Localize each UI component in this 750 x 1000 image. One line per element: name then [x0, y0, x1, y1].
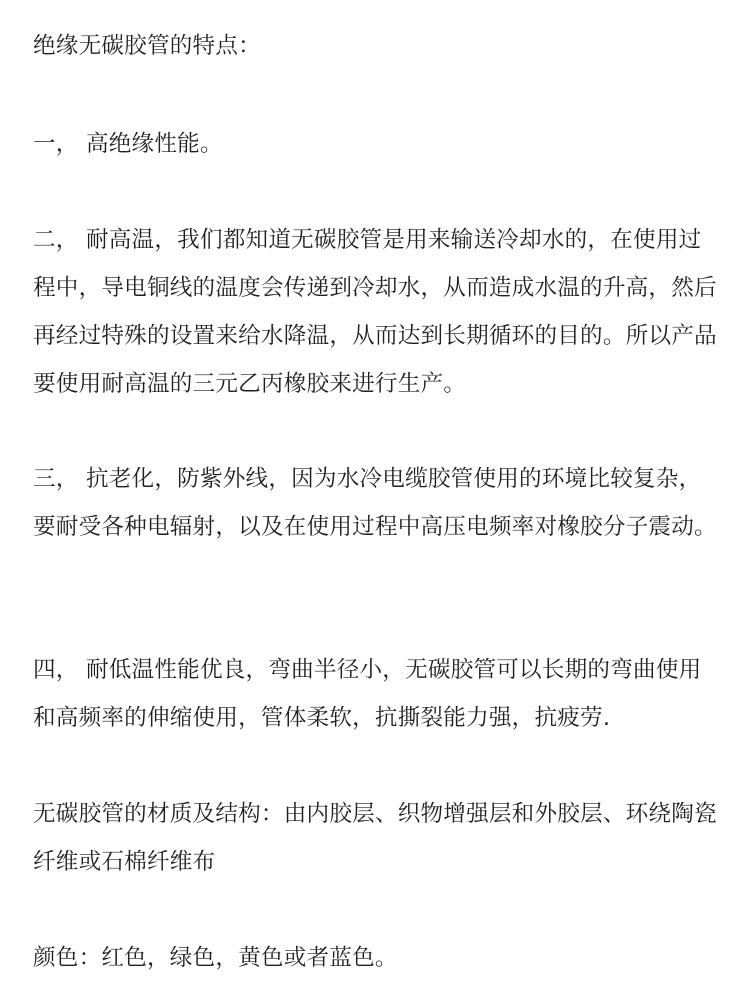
- feature-point-1: 一， 高绝缘性能。: [33, 131, 223, 157]
- feature-point-4: 四， 耐低温性能优良，弯曲半径小，无碳胶管可以长期的弯曲使用和高频率的伸缩使用，管体柔软，抗撕裂能力强，抗疲劳.: [33, 657, 702, 731]
- color-options-text: 颜色：红色，绿色，黄色或者蓝色。: [33, 945, 398, 971]
- feature-point-3: 三， 抗老化，防紫外线，因为水冷电缆胶管使用的环境比较复杂，要耐受各种电辐射，以及在使用过程中高压电频率对橡胶分子震动。: [33, 466, 717, 540]
- document-title: 绝缘无碳胶管的特点：: [33, 33, 261, 59]
- material-structure-text: 无碳胶管的材质及结构：由内胶层、织物增强层和外胶层、环绕陶瓷纤维或石棉纤维布: [33, 801, 717, 875]
- feature-point-2: 二， 耐高温，我们都知道无碳胶管是用来输送冷却水的，在使用过程中，导电铜线的温度会传递到冷却水，从而造成水温的升高，然后再经过特殊的设置来给水降温，从而达到长期循环的目的。所以产品要使用耐高温的三元乙丙橡胶来进行生产。: [33, 227, 717, 397]
